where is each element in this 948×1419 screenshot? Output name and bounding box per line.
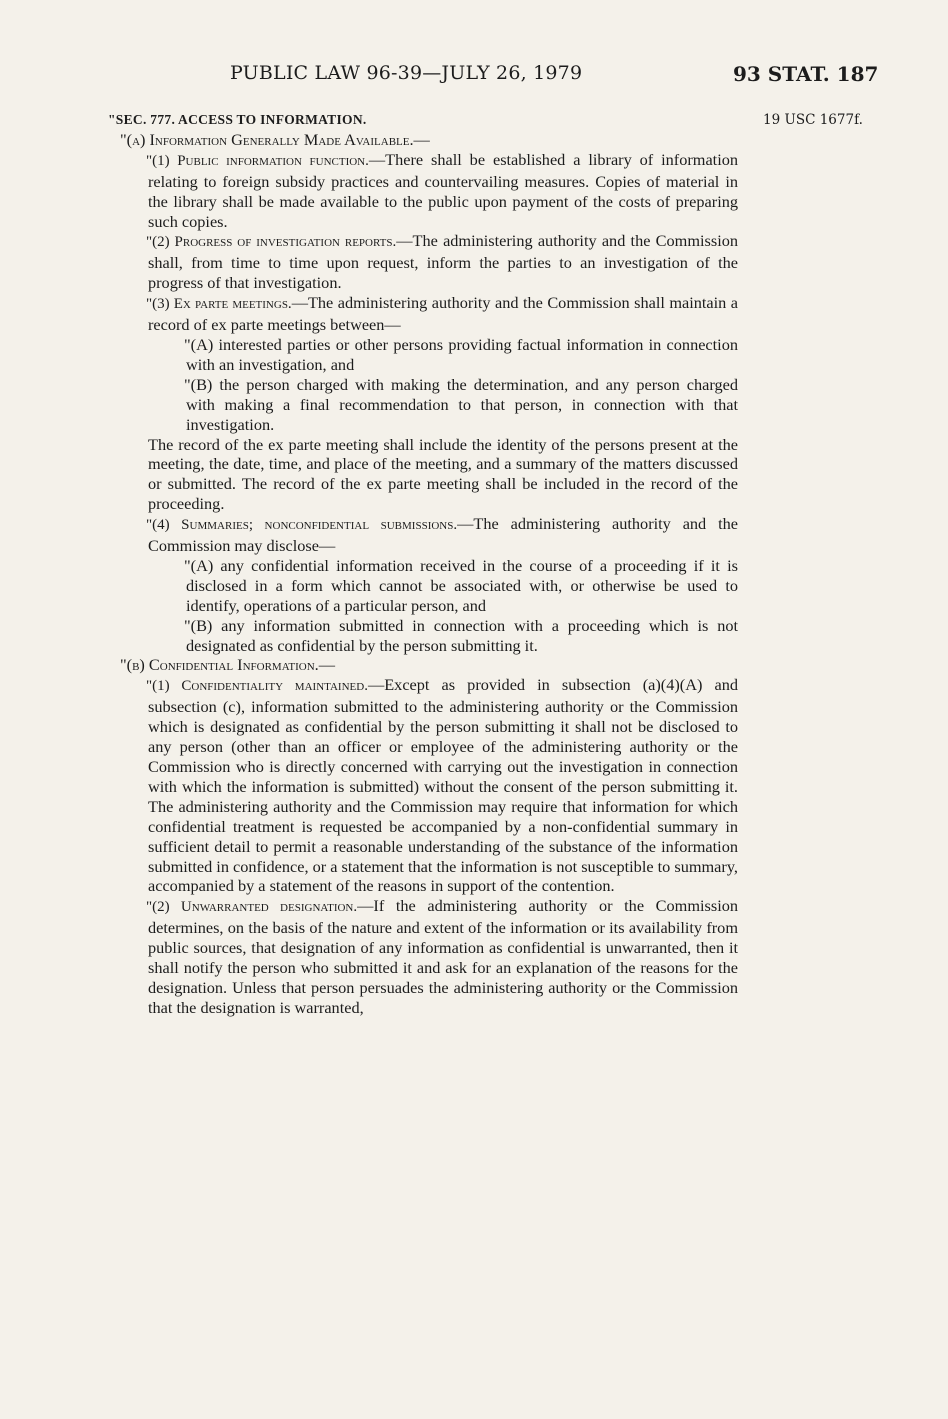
a4-text: —The administering authority and the Commission may disclose— [148,514,738,556]
b1-text: —Except as provided in subsection (a)(4)(A) and subsection (c), information submitted to the administering authority or the Commission which is designated as confidential by the person submitting it shall not be disclosed to any person (other than an officer or employee of the administering authority or the Commission who is directly concerned with carrying out the investigation in connection with which the information is submitted) without the consent of the person submitting it. The administering authority and the Commission may require that information for which confidential treatment is requested be accompanied by a non-confidential summary in sufficient detail to permit a reasonable understanding of the substance of the information submitted in confidence, or a statement that the information is not susceptible to summary, accompanied by a statement of the reasons in support of the contention. [148,675,738,896]
margin-note: 19 USC 1677f. [763,112,863,128]
paragraph-a2 [108,231,738,293]
a3-text: —The administering authority and the Commission shall maintain a record of ex parte meetings between— [148,293,738,335]
item-a3-A: "(A) interested parties or other persons providing factual information in connection with an investigation, and [184,334,738,374]
a3-heading: "(3) Ex parte meetings. [146,296,292,313]
document-body [108,104,738,1018]
statute-citation: 93 STAT. 187 [733,62,879,86]
item-a3-B: "(B) the person charged with making the determination, and any person charged with making a final recommendation to that person, in connection with that investigation. [184,374,738,434]
a2-text: —The administering authority and the Commission shall, from time to time upon request, inform the parties to an investigation of the progress of that investigation. [148,231,739,293]
paragraph-a1 [108,150,738,232]
subsection-a-heading: "(a) Information Generally Made Available.— [120,129,430,149]
paragraph-b1 [108,675,738,896]
paragraph-a3-continuation: The record of the ex parte meeting shall include the identity of the persons present at the meeting, the date, time, and place of the meeting, and a summary of the matters discussed or submitted. The record of the ex parte meeting shall be included in the record of the proceeding. [148,434,738,514]
b2-text: —If the administering authority or the Commission determines, on the basis of the nature and extent of the information or its availability from public sources, that designation of any information as confidential is unwarranted, then it shall notify the person who submitted it and ask for an explanation of the reasons for the designation. Unless that person persuades the administering authority or the Commission that the designation is warranted, [148,896,738,1017]
section-heading: "SEC. 777. ACCESS TO INFORMATION. [108,112,367,127]
paragraph-a4 [108,514,738,556]
page-title: PUBLIC LAW 96-39—JULY 26, 1979 [230,62,583,84]
a1-text: —There shall be established a library of information relating to foreign subsidy practices and countervailing measures. Copies of material in the library shall be made available to the public upon payment of the costs of preparing such copies. [148,149,738,231]
page-header [0,62,948,92]
item-a4-B: "(B) any information submitted in connection with a proceeding which is not designated as confidential by the person submitting it. [184,615,738,655]
b1-heading: "(1) Confidentiality maintained. [146,678,368,695]
a4-heading: "(4) Summaries; nonconfidential submissions. [146,517,458,534]
item-a4-A: "(A) any confidential information received in the course of a proceeding if it is disclosed in a form which cannot be associated with, or otherwise be used to identify, operations of a particular person, and [184,555,738,615]
b2-heading: "(2) Unwarranted designation. [146,899,358,916]
paragraph-b2 [108,896,738,1017]
subsection-b-heading: "(b) Confidential Information.— [120,655,336,675]
a1-heading: "(1) Public information function. [146,152,369,169]
paragraph-a3 [108,293,738,335]
a2-heading: "(2) Progress of investigation reports. [146,234,397,251]
